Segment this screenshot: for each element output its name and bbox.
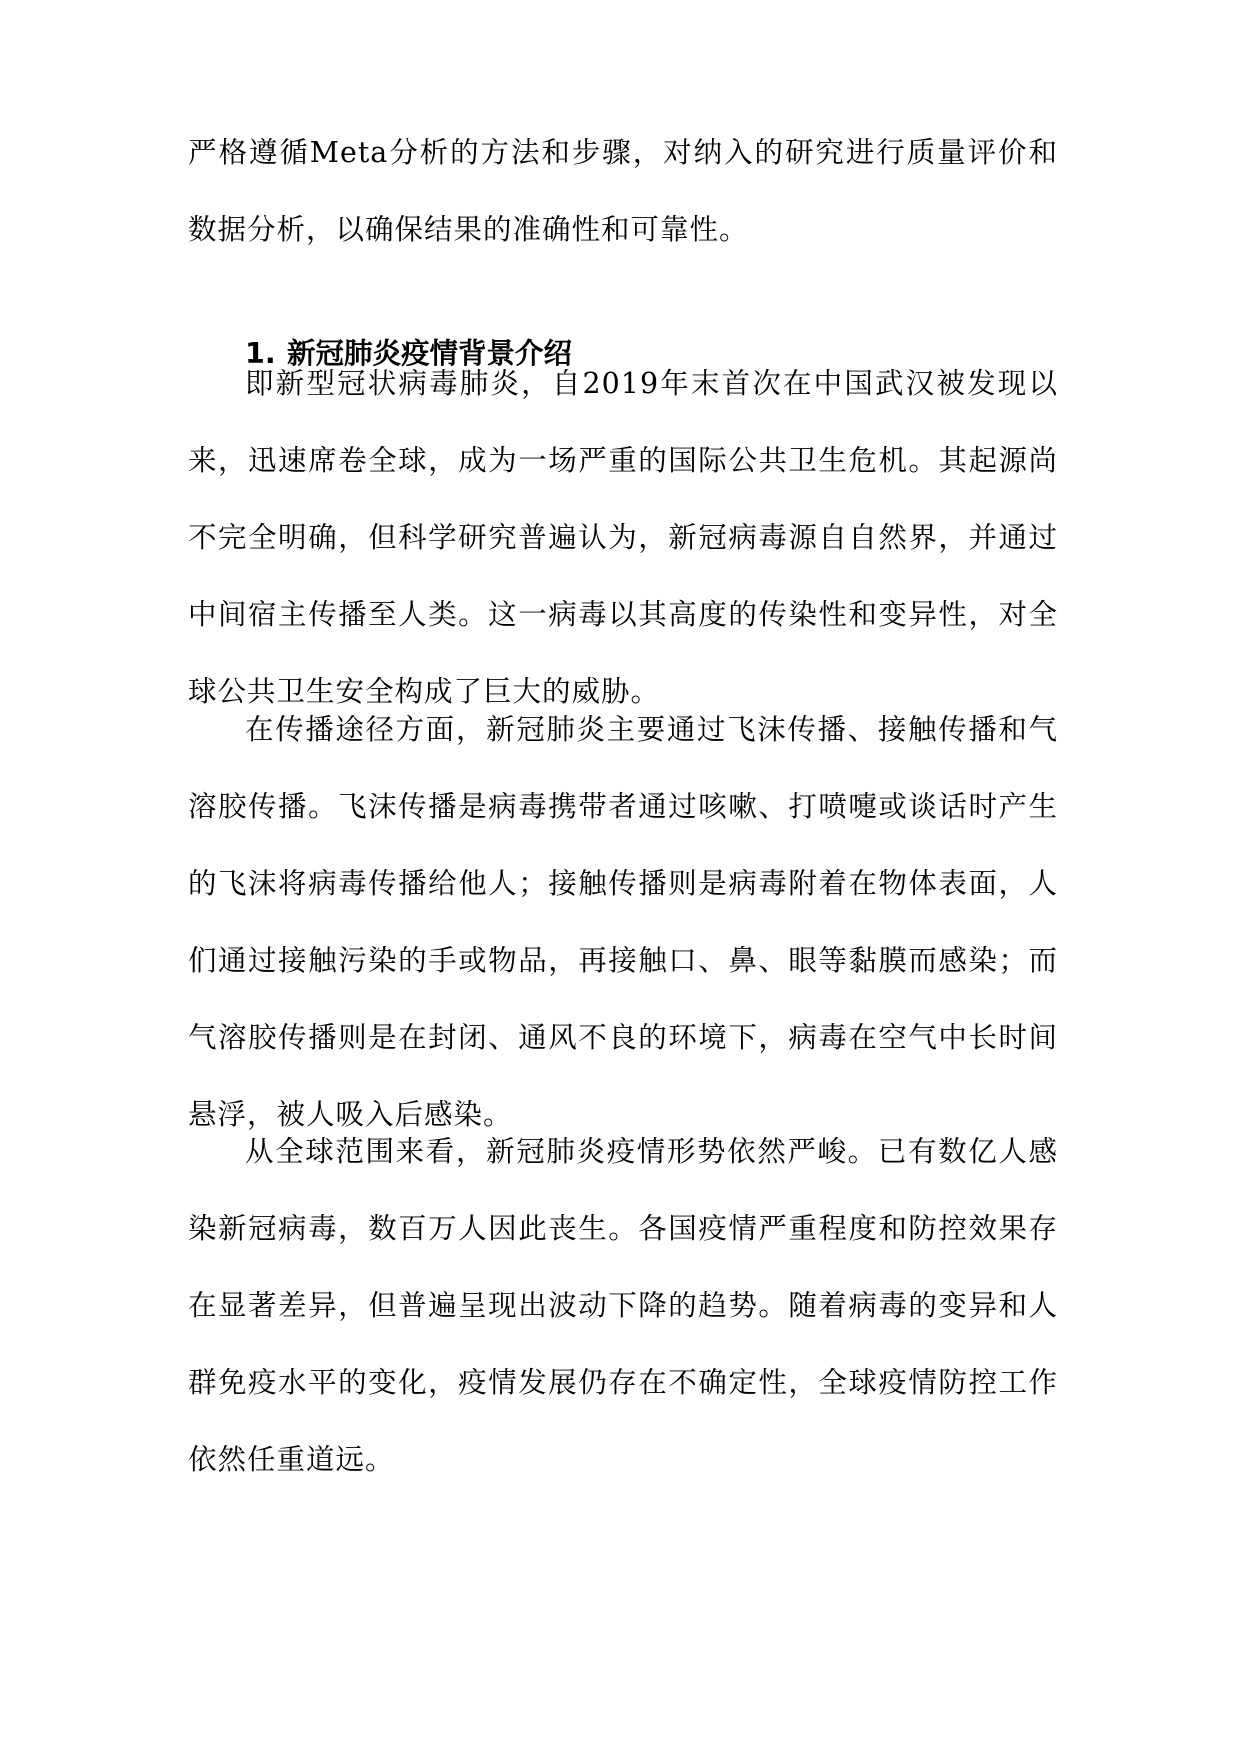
paragraph-background: 即新型冠状病毒肺炎，自2019年末首次在中国武汉被发现以来，迅速席卷全球，成为一场严重的国际公共卫生危机。其起源尚不完全明确，但科学研究普遍认为，新冠病毒源自自然界，并通过中间宿主传播至人类。这一病毒以其高度的传染性和变异性，对全球公共卫生安全构成了巨大的威胁。: [188, 367, 1058, 708]
intro-paragraph: 严格遵循Meta分析的方法和步骤，对纳入的研究进行质量评价和数据分析，以确保结果的准确性和可靠性。: [188, 136, 1058, 246]
section-title: 新冠肺炎疫情背景介绍: [287, 337, 573, 370]
paragraph-transmission: 在传播途径方面，新冠肺炎主要通过飞沫传播、接触传播和气溶胶传播。飞沫传播是病毒携带者通过咳嗽、打喷嚏或谈话时产生的飞沫将病毒传播给他人；接触传播则是病毒附着在物体表面，人们通过接触污染的手或物品，再接触口、鼻、眼等黏膜而感染；而气溶胶传播则是在封闭、通风不良的环境下，病毒在空气中长时间悬浮，被人吸入后感染。: [188, 713, 1058, 1131]
paragraph-global-situation: 从全球范围来看，新冠肺炎疫情形势依然严峻。已有数亿人感染新冠病毒，数百万人因此丧生。各国疫情严重程度和防控效果存在显著差异，但普遍呈现出波动下降的趋势。随着病毒的变异和人群免疫水平的变化，疫情发展仍存在不确定性，全球疫情防控工作依然任重道远。: [188, 1135, 1058, 1476]
section-number: 1.: [245, 337, 276, 370]
